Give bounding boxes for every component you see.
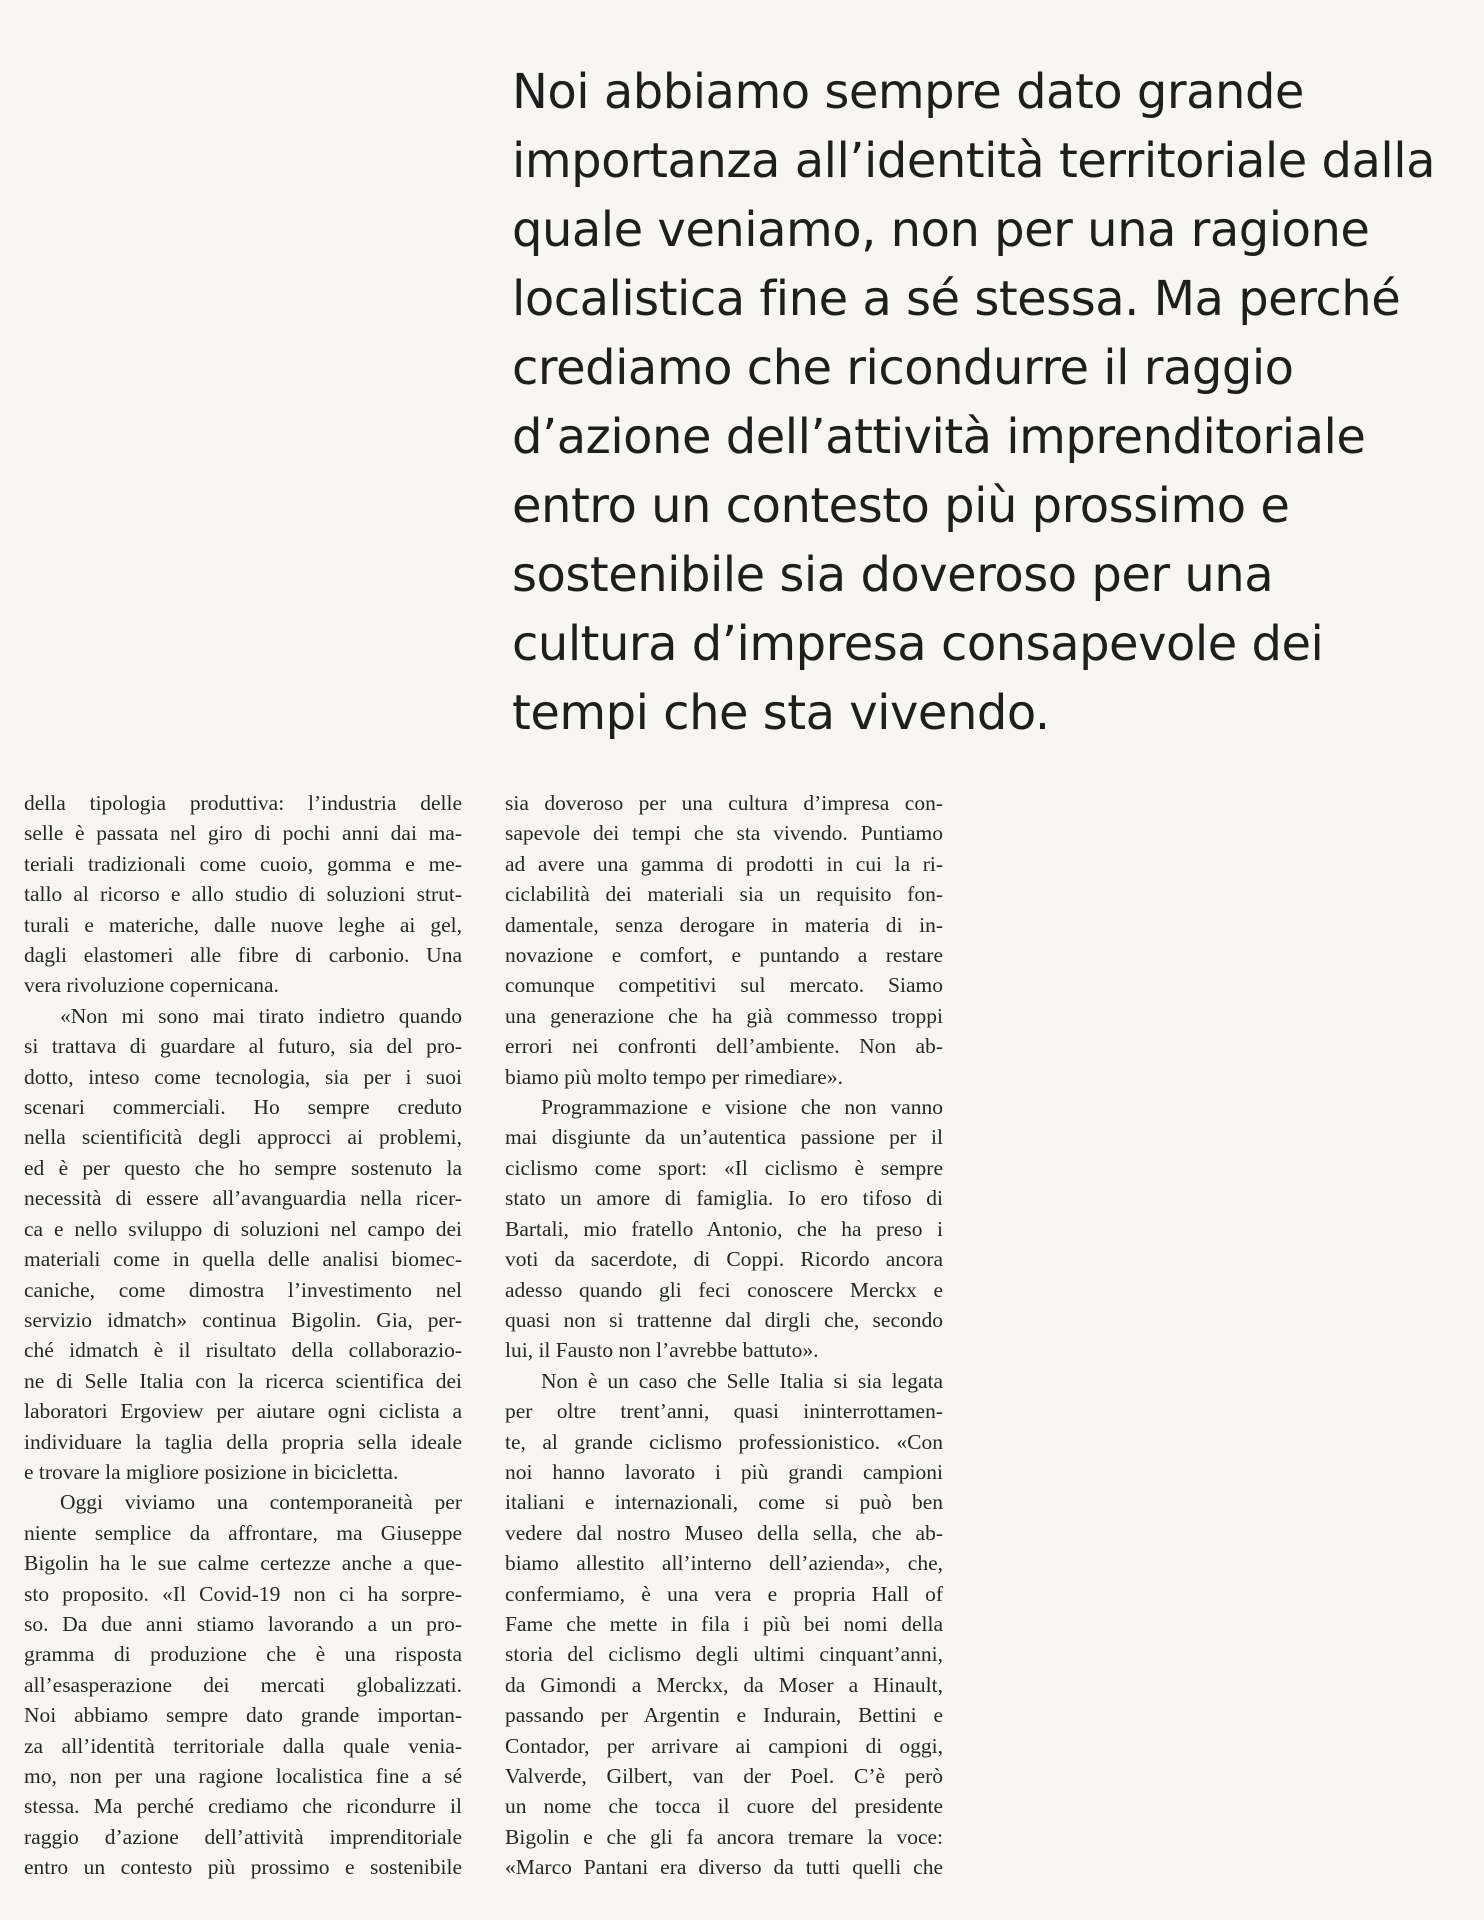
body-column-right xyxy=(505,788,943,1883)
text-line: ciclabilità dei materiali sia un requisito fon- xyxy=(505,882,943,907)
pull-quote-line: Noi abbiamo sempre dato grande xyxy=(512,64,1304,120)
text-line: ed è per questo che ho sempre sostenuto la xyxy=(24,1155,462,1180)
text-line: Bigolin ha le sue calme certezze anche a que- xyxy=(24,1551,462,1576)
pull-quote-line: d’azione dell’attività imprenditoriale xyxy=(512,409,1366,465)
text-line: dotto, inteso come tecnologia, sia per i suoi xyxy=(24,1064,462,1089)
text-line: quasi non si trattenne dal dirgli che, secondo xyxy=(505,1307,943,1332)
text-line: mo, non per una ragione localistica fine a sé xyxy=(24,1764,462,1788)
text-line: ad avere una gamma di prodotti in cui la ri- xyxy=(505,851,943,876)
text-line: della tipologia produttiva: l’industria delle xyxy=(24,791,462,815)
text-line: sapevole dei tempi che sta vivendo. Puntiamo xyxy=(505,821,943,846)
pull-quote-line: tempi che sta vivendo. xyxy=(512,685,1050,741)
text-line: so. Da due anni stiamo lavorando a un pro- xyxy=(24,1611,462,1636)
text-line: Bartali, mio fratello Antonio, che ha preso i xyxy=(505,1216,943,1241)
text-line: all’esasperazione dei mercati globalizzati. xyxy=(24,1672,462,1697)
text-line: vedere dal nostro Museo della sella, che ab- xyxy=(505,1520,943,1545)
text-line: Programmazione e visione che non vanno xyxy=(541,1095,943,1120)
text-line: confermiamo, è una vera e propria Hall of xyxy=(505,1581,943,1606)
text-line: ché idmatch è il risultato della collaborazio- xyxy=(24,1338,462,1363)
text-line: entro un contesto più prossimo e sostenibile xyxy=(24,1855,462,1880)
text-line: mai disgiunte da un’autentica passione per il xyxy=(505,1125,943,1150)
text-line: novazione e comfort, e puntando a restare xyxy=(505,943,943,968)
text-line: laboratori Ergoview per aiutare ogni ciclista a xyxy=(24,1399,462,1424)
text-line: passando per Argentin e Indurain, Bettini e xyxy=(505,1703,943,1728)
text-line: stato un amore di famiglia. Io ero tifoso di xyxy=(505,1186,943,1211)
text-line: Non è un caso che Selle Italia si sia legata xyxy=(541,1368,943,1393)
text-line: individuare la taglia della propria sella ideale xyxy=(24,1429,462,1454)
text-line: niente semplice da affrontare, ma Giuseppe xyxy=(24,1520,462,1545)
text-line: e trovare la migliore posizione in bicicletta. xyxy=(24,1459,399,1484)
text-line: errori nei confronti dell’ambiente. Non ab- xyxy=(505,1034,943,1059)
text-line: turali e materiche, dalle nuove leghe ai gel, xyxy=(24,912,462,937)
text-line: «Marco Pantani era diverso da tutti quelli che xyxy=(505,1855,943,1880)
text-line: si trattava di guardare al futuro, sia del pro- xyxy=(24,1034,462,1059)
text-line: biamo più molto tempo per rimediare». xyxy=(505,1064,843,1089)
text-line: teriali tradizionali come cuoio, gomma e me- xyxy=(24,851,462,876)
pull-quote-line: cultura d’impresa consapevole dei xyxy=(512,616,1324,672)
text-line: biamo allestito all’interno dell’azienda», che, xyxy=(505,1551,943,1576)
text-line: italiani e internazionali, come si può ben xyxy=(505,1490,943,1515)
text-line: za all’identità territoriale dalla quale venia- xyxy=(24,1733,462,1758)
text-line: te, al grande ciclismo professionistico. «Con xyxy=(505,1429,943,1454)
text-line: materiali come in quella delle analisi biomec- xyxy=(24,1247,462,1272)
text-line: stessa. Ma perché crediamo che ricondurre il xyxy=(24,1794,462,1819)
text-line: raggio d’azione dell’attività imprenditoriale xyxy=(24,1824,462,1849)
text-line: lui, il Fausto non l’avrebbe battuto». xyxy=(505,1338,819,1363)
text-line: sia doveroso per una cultura d’impresa con- xyxy=(505,791,943,815)
text-line: da Gimondi a Merckx, da Moser a Hinault, xyxy=(505,1672,943,1697)
text-line: damentale, senza derogare in materia di in- xyxy=(505,912,943,937)
text-line: selle è passata nel giro di pochi anni dai ma- xyxy=(24,821,462,846)
text-line: ciclismo come sport: «Il ciclismo è sempre xyxy=(505,1155,943,1180)
text-line: ne di Selle Italia con la ricerca scientifica dei xyxy=(24,1368,462,1393)
text-line: una generazione che ha già commesso troppi xyxy=(505,1003,943,1028)
pull-quote-line: sostenibile sia doveroso per una xyxy=(512,547,1274,603)
text-line: vera rivoluzione copernicana. xyxy=(24,973,279,998)
pull-quote-line: crediamo che ricondurre il raggio xyxy=(512,340,1294,396)
text-line: gramma di produzione che è una risposta xyxy=(24,1642,462,1667)
text-line: Valverde, Gilbert, van der Poel. C’è però xyxy=(505,1764,943,1788)
text-line: dagli elastomeri alle fibre di carbonio. Una xyxy=(24,943,462,968)
pull-quote-line: quale veniamo, non per una ragione xyxy=(512,202,1370,258)
text-line: sto proposito. «Il Covid-19 non ci ha sorpre- xyxy=(24,1581,462,1606)
text-line: Bigolin e che gli fa ancora tremare la voce: xyxy=(505,1824,943,1849)
text-line: adesso quando gli feci conoscere Merckx e xyxy=(505,1277,943,1302)
text-line: tallo al ricorso e allo studio di soluzioni strut- xyxy=(24,882,462,907)
text-line: scenari commerciali. Ho sempre creduto xyxy=(24,1095,462,1120)
pull-quote-line: importanza all’identità territoriale dalla xyxy=(512,133,1436,189)
text-line: servizio idmatch» continua Bigolin. Gia, per- xyxy=(24,1307,462,1332)
text-line: «Non mi sono mai tirato indietro quando xyxy=(60,1003,462,1028)
pull-quote-line: localistica fine a sé stessa. Ma perché xyxy=(512,271,1401,327)
body-column-left xyxy=(24,788,462,1883)
text-line: un nome che tocca il cuore del presidente xyxy=(505,1794,943,1819)
text-line: comunque competitivi sul mercato. Siamo xyxy=(505,973,943,998)
text-line: nella scientificità degli approcci ai problemi, xyxy=(24,1125,462,1150)
text-line: storia del ciclismo degli ultimi cinquant’anni, xyxy=(505,1642,943,1667)
pull-quote xyxy=(512,58,1452,748)
text-line: Noi abbiamo sempre dato grande importan- xyxy=(24,1703,462,1728)
text-line: per oltre trent’anni, quasi ininterrottamen- xyxy=(505,1399,943,1424)
pull-quote-line: entro un contesto più prossimo e xyxy=(512,478,1290,534)
text-line: necessità di essere all’avanguardia nella ricer- xyxy=(24,1186,462,1211)
text-line: Oggi viviamo una contemporaneità per xyxy=(60,1490,462,1515)
text-line: caniche, come dimostra l’investimento nel xyxy=(24,1277,462,1302)
text-line: Fame che mette in fila i più bei nomi della xyxy=(505,1611,943,1636)
text-line: Contador, per arrivare ai campioni di oggi, xyxy=(505,1733,943,1758)
text-line: ca e nello sviluppo di soluzioni nel campo dei xyxy=(24,1216,462,1241)
text-line: voti da sacerdote, di Coppi. Ricordo ancora xyxy=(505,1247,943,1272)
text-line: noi hanno lavorato i più grandi campioni xyxy=(505,1459,943,1484)
